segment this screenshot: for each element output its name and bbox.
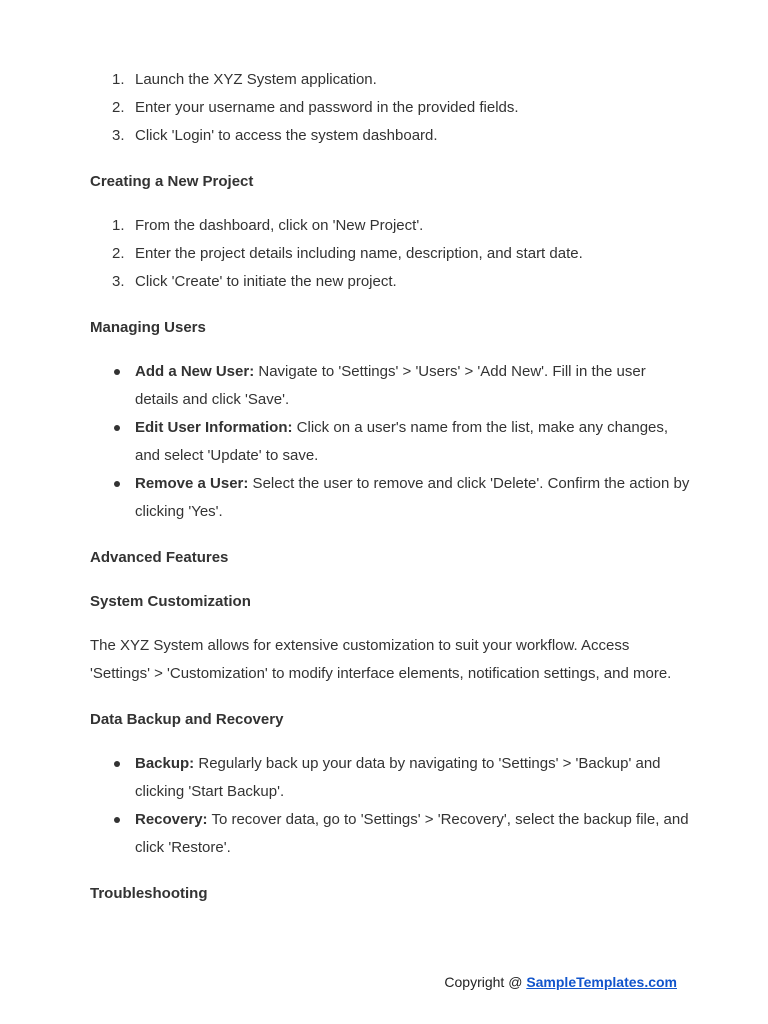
bullet-icon	[114, 369, 120, 375]
bullet-icon	[114, 481, 120, 487]
section-heading-system-customization: System Customization	[90, 593, 251, 610]
bullet-text: Regularly back up your data by navigating to 'Settings' > 'Backup' and clicking 'Start Backup'.	[135, 755, 661, 800]
login-steps-list	[90, 66, 690, 150]
bullet-icon	[114, 817, 120, 823]
section-heading-backup-recovery: Data Backup and Recovery	[90, 711, 284, 728]
list-item	[90, 414, 690, 470]
list-number: 3.	[112, 273, 125, 290]
list-number: 1.	[112, 217, 125, 234]
list-item-text: Enter your username and password in the provided fields.	[135, 99, 519, 116]
document-content	[90, 66, 690, 908]
list-item-text: Enter the project details including name, description, and start date.	[135, 245, 583, 262]
bullet-text: Click on a user's name from the list, make any changes, and select 'Update' to save.	[135, 419, 669, 464]
list-number: 2.	[112, 245, 125, 262]
bullet-label: Add a New User:	[135, 363, 255, 380]
bullet-label: Edit User Information:	[135, 419, 293, 436]
backup-recovery-list	[90, 750, 690, 862]
managing-users-list	[90, 358, 690, 526]
section-heading-managing-users: Managing Users	[90, 319, 206, 336]
list-number: 3.	[112, 127, 125, 144]
list-item	[90, 66, 690, 94]
list-item-text: Click 'Login' to access the system dashboard.	[135, 127, 438, 144]
bullet-text: Navigate to 'Settings' > 'Users' > 'Add New'. Fill in the user details and click 'Save'.	[135, 363, 646, 408]
bullet-text: To recover data, go to 'Settings' > 'Recovery', select the backup file, and click 'Restore'.	[135, 811, 689, 856]
bullet-label: Backup:	[135, 755, 195, 772]
list-number: 2.	[112, 99, 125, 116]
section-heading-creating-project: Creating a New Project	[90, 173, 254, 190]
list-number: 1.	[112, 71, 125, 88]
section-heading-advanced-features: Advanced Features	[90, 549, 229, 566]
list-item	[90, 212, 690, 240]
list-item	[90, 268, 690, 296]
bullet-icon	[114, 425, 120, 431]
list-item	[90, 806, 690, 862]
footer-copyright	[444, 970, 677, 994]
creating-project-steps-list	[90, 212, 690, 296]
bullet-label: Recovery:	[135, 811, 208, 828]
list-item-text: Launch the XYZ System application.	[135, 71, 377, 88]
list-item	[90, 240, 690, 268]
list-item-text: From the dashboard, click on 'New Project'.	[135, 217, 424, 234]
bullet-text: Select the user to remove and click 'Delete'. Confirm the action by clicking 'Yes'.	[135, 475, 690, 520]
list-item	[90, 750, 690, 806]
list-item-text: Click 'Create' to initiate the new project.	[135, 273, 397, 290]
list-item	[90, 470, 690, 526]
sampletemplates-link[interactable]: SampleTemplates.com	[526, 974, 677, 990]
list-item	[90, 94, 690, 122]
list-item	[90, 122, 690, 150]
copyright-text: Copyright @	[444, 974, 527, 990]
bullet-icon	[114, 761, 120, 767]
section-heading-troubleshooting: Troubleshooting	[90, 885, 208, 902]
bullet-label: Remove a User:	[135, 475, 249, 492]
list-item	[90, 358, 690, 414]
system-customization-paragraph: The XYZ System allows for extensive customization to suit your workflow. Access 'Settings' > 'Customization' to modify interface elements, notification settings, and more.	[90, 637, 672, 682]
